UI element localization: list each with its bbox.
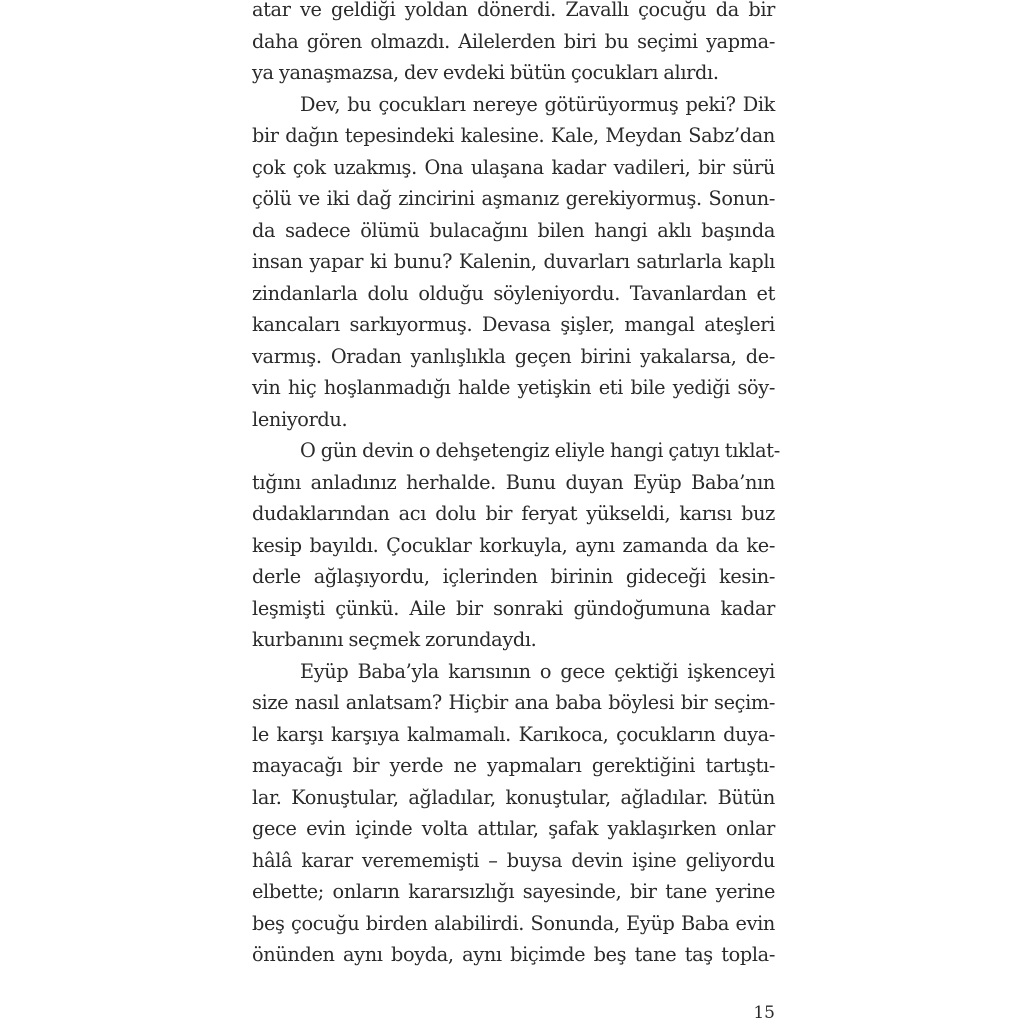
text-line: bir dağın tepesindeki kalesine. Kale, Meydan Sabz’dan bbox=[252, 124, 775, 147]
text-line: ya yanaşmazsa, dev evdeki bütün çocukları alırdı. bbox=[252, 61, 719, 84]
text-line: kesip bayıldı. Çocuklar korkuyla, aynı zamanda da ke- bbox=[252, 533, 775, 557]
book-page bbox=[252, 0, 780, 1024]
text-line: le karşı karşıya kalmamalı. Karıkoca, çocukların duya- bbox=[252, 722, 775, 746]
text-line: zindanlarla dolu olduğu söyleniyordu. Tavanlardan et bbox=[252, 281, 775, 305]
text-line: elbette; onların kararsızlığı sayesinde, bir tane yerine bbox=[252, 880, 775, 903]
text-line: gece evin içinde volta attılar, şafak yaklaşırken onlar bbox=[252, 817, 775, 840]
text-line: hâlâ karar verememişti – buysa devin işine geliyordu bbox=[252, 848, 775, 872]
text-line: leniyordu. bbox=[252, 407, 348, 431]
text-line: size nasıl anlatsam? Hiçbir ana baba böylesi bir seçim- bbox=[252, 691, 775, 714]
text-line: daha gören olmazdı. Ailelerden biri bu seçimi yapma- bbox=[252, 29, 775, 53]
text-line: önünden aynı boyda, aynı biçimde beş tane taş topla- bbox=[252, 943, 775, 966]
text-line: dudaklarından acı dolu bir feryat yükseldi, karısı buz bbox=[252, 502, 775, 525]
text-line: kurbanını seçmek zorundaydı. bbox=[252, 628, 537, 651]
text-line: çölü ve iki dağ zincirini aşmanız gerekiyormuş. Sonun- bbox=[252, 187, 775, 210]
text-line: insan yapar ki bunu? Kalenin, duvarları satırlarla kaplı bbox=[252, 250, 775, 273]
text-line: mayacağı bir yerde ne yapmaları gerektiğini tartıştı- bbox=[252, 754, 775, 777]
paragraph-first-line: Dev, bu çocukları nereye götürüyormuş peki? Dik bbox=[300, 92, 775, 116]
paragraph-first-line: Eyüp Baba’yla karısının o gece çektiği işkenceyi bbox=[300, 659, 775, 683]
text-line: vin hiç hoşlanmadığı halde yetişkin eti bile yediği söy- bbox=[252, 376, 775, 399]
text-line: beş çocuğu birden alabilirdi. Sonunda, Eyüp Baba evin bbox=[252, 911, 775, 935]
body-text bbox=[252, 0, 780, 971]
text-line: varmış. Oradan yanlışlıkla geçen birini yakalarsa, de- bbox=[252, 344, 775, 368]
text-line: derle ağlaşıyordu, içlerinden birinin gideceği kesin- bbox=[252, 565, 775, 588]
text-line: atar ve geldiği yoldan dönerdi. Zavallı çocuğu da bir bbox=[252, 0, 775, 21]
page-number: 15 bbox=[753, 1003, 775, 1023]
text-line: çok çok uzakmış. Ona ulaşana kadar vadileri, bir sürü bbox=[252, 155, 775, 179]
paragraph-first-line: O gün devin o dehşetengiz eliyle hangi çatıyı tıklat- bbox=[300, 439, 780, 462]
text-line: leşmişti çünkü. Aile bir sonraki gündoğumuna kadar bbox=[252, 596, 775, 620]
text-line: tığını anladınız herhalde. Bunu duyan Eyüp Baba’nın bbox=[252, 470, 775, 494]
text-line: lar. Konuştular, ağladılar, konuştular, ağladılar. Bütün bbox=[252, 785, 775, 809]
text-line: da sadece ölümü bulacağını bilen hangi aklı başında bbox=[252, 218, 775, 242]
text-line: kancaları sarkıyormuş. Devasa şişler, mangal ateşleri bbox=[252, 313, 775, 336]
